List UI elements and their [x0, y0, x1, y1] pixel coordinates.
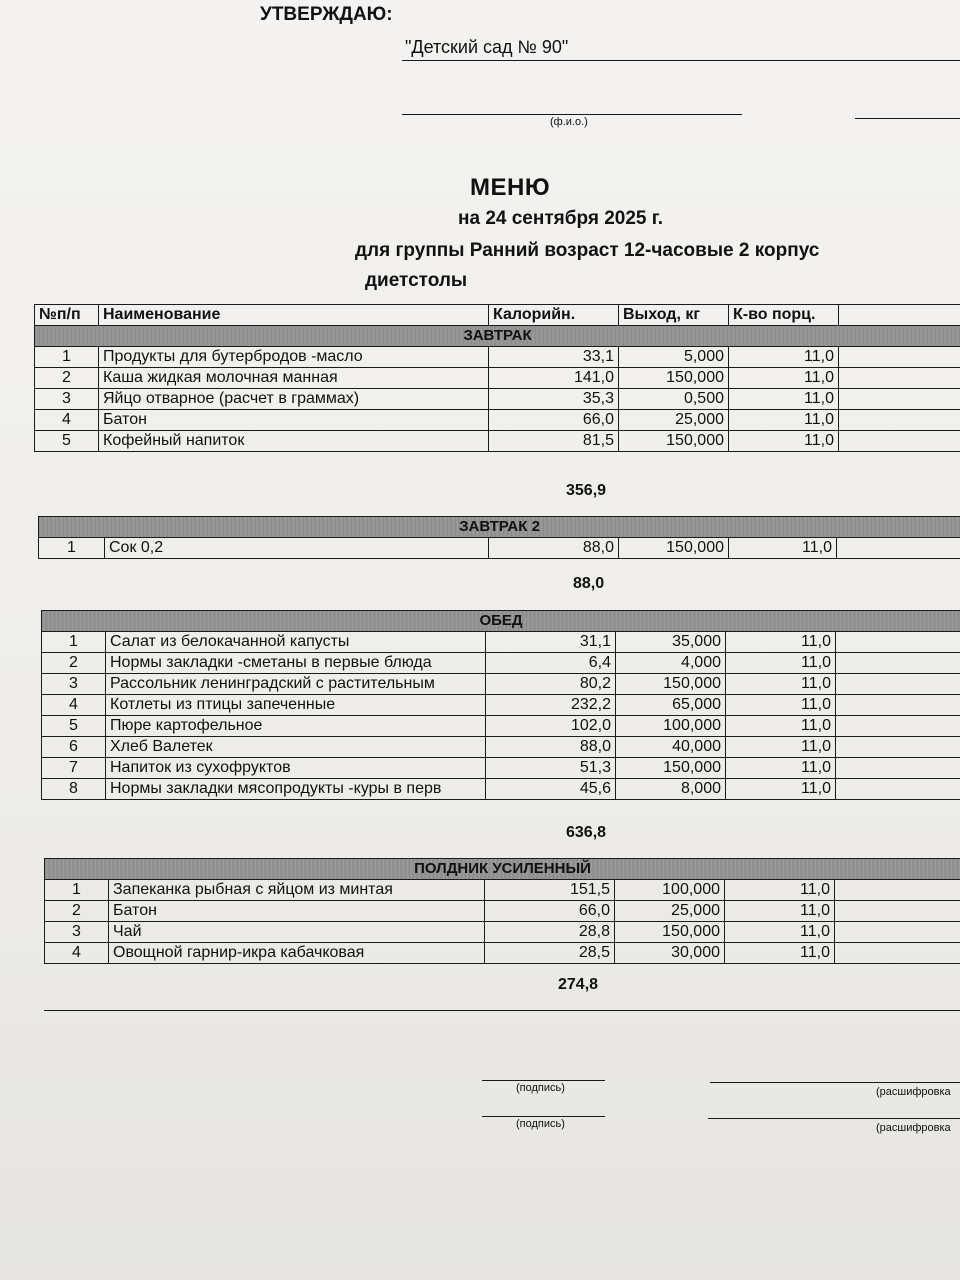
section-title: ПОЛДНИК УСИЛЕННЫЙ — [45, 859, 960, 880]
row-num: 8 — [42, 779, 106, 800]
row-empty — [836, 674, 960, 695]
row-name: Пюре картофельное — [106, 716, 486, 737]
row-empty — [835, 943, 960, 964]
row-portions: 11,0 — [726, 653, 836, 674]
row-cal: 141,0 — [489, 368, 619, 389]
row-cal: 80,2 — [486, 674, 616, 695]
section-total: 88,0 — [573, 575, 605, 592]
row-portions: 11,0 — [729, 347, 839, 368]
row-portions: 11,0 — [726, 695, 836, 716]
row-name: Хлеб Валетек — [106, 737, 486, 758]
row-cal: 6,4 — [486, 653, 616, 674]
table-row — [35, 368, 960, 389]
fio-caption: (ф.и.о.) — [550, 116, 588, 128]
table-row — [35, 431, 960, 452]
section-total: 356,9 — [566, 482, 607, 499]
row-empty — [836, 716, 960, 737]
section-title: ЗАВТРАК 2 — [39, 517, 960, 538]
row-cal: 31,1 — [486, 632, 616, 653]
row-yield: 25,000 — [615, 901, 725, 922]
row-num: 4 — [45, 943, 109, 964]
col-header-yield: Выход, кг — [619, 305, 729, 326]
row-num: 1 — [45, 880, 109, 901]
row-name: Батон — [99, 410, 489, 431]
row-cal: 66,0 — [489, 410, 619, 431]
table-header-row — [35, 305, 960, 326]
row-yield: 25,000 — [619, 410, 729, 431]
table-row — [42, 695, 960, 716]
row-num: 4 — [35, 410, 99, 431]
row-num: 1 — [39, 538, 105, 559]
row-cal: 28,8 — [485, 922, 615, 943]
row-num: 3 — [42, 674, 106, 695]
section-header — [42, 611, 960, 632]
table-row — [42, 674, 960, 695]
col-header-empty — [839, 305, 960, 326]
footer-divider — [44, 1010, 960, 1011]
row-name: Нормы закладки мясопродукты -куры в перв — [106, 779, 486, 800]
menu-group: для группы Ранний возраст 12-часовые 2 корпус — [355, 240, 820, 261]
table-row — [42, 653, 960, 674]
row-portions: 11,0 — [726, 758, 836, 779]
row-cal: 28,5 — [485, 943, 615, 964]
menu-table-breakfast — [34, 304, 960, 452]
row-empty — [836, 653, 960, 674]
row-portions: 11,0 — [725, 943, 835, 964]
row-cal: 33,1 — [489, 347, 619, 368]
col-header-num: №п/п — [35, 305, 99, 326]
row-yield: 150,000 — [615, 922, 725, 943]
row-portions: 11,0 — [729, 538, 837, 559]
row-num: 2 — [45, 901, 109, 922]
table-row — [45, 880, 960, 901]
row-num: 2 — [35, 368, 99, 389]
row-num: 3 — [45, 922, 109, 943]
row-num: 4 — [42, 695, 106, 716]
table-row — [42, 758, 960, 779]
row-num: 1 — [42, 632, 106, 653]
row-portions: 11,0 — [726, 674, 836, 695]
section-header — [35, 326, 960, 347]
section-header — [39, 517, 960, 538]
row-cal: 232,2 — [486, 695, 616, 716]
approve-label: УТВЕРЖДАЮ: — [260, 4, 393, 25]
row-cal: 88,0 — [489, 538, 619, 559]
row-empty — [839, 389, 960, 410]
menu-diet: диетстолы — [365, 270, 468, 291]
row-num: 7 — [42, 758, 106, 779]
section-header — [45, 859, 960, 880]
row-yield: 150,000 — [619, 368, 729, 389]
row-num: 1 — [35, 347, 99, 368]
row-empty — [837, 538, 960, 559]
row-yield: 65,000 — [616, 695, 726, 716]
row-portions: 11,0 — [729, 410, 839, 431]
row-name: Запеканка рыбная с яйцом из минтая — [109, 880, 485, 901]
section-title: ЗАВТРАК — [35, 326, 960, 347]
row-empty — [839, 410, 960, 431]
row-yield: 40,000 — [616, 737, 726, 758]
decode-line-2 — [708, 1118, 960, 1119]
row-yield: 150,000 — [619, 538, 729, 559]
row-name: Овощной гарнир-икра кабачковая — [109, 943, 485, 964]
row-empty — [839, 431, 960, 452]
row-cal: 81,5 — [489, 431, 619, 452]
menu-table-lunch — [41, 610, 960, 800]
menu-title: МЕНЮ — [470, 174, 551, 201]
row-portions: 11,0 — [726, 632, 836, 653]
table-row — [35, 389, 960, 410]
row-portions: 11,0 — [725, 922, 835, 943]
col-header-cal: Калорийн. — [489, 305, 619, 326]
table-row — [42, 716, 960, 737]
row-name: Напиток из сухофруктов — [106, 758, 486, 779]
row-cal: 66,0 — [485, 901, 615, 922]
row-yield: 0,500 — [619, 389, 729, 410]
row-num: 5 — [42, 716, 106, 737]
row-name: Чай — [109, 922, 485, 943]
row-yield: 35,000 — [616, 632, 726, 653]
row-name: Яйцо отварное (расчет в граммах) — [99, 389, 489, 410]
table-row — [35, 347, 960, 368]
col-header-portions: К-во порц. — [729, 305, 839, 326]
row-name: Нормы закладки -сметаны в первые блюда — [106, 653, 486, 674]
row-portions: 11,0 — [725, 880, 835, 901]
row-portions: 11,0 — [729, 389, 839, 410]
row-empty — [835, 922, 960, 943]
row-portions: 11,0 — [726, 716, 836, 737]
table-row — [45, 901, 960, 922]
decode-caption-1: (расшифровка — [876, 1086, 951, 1098]
decode-caption-2: (расшифровка — [876, 1122, 951, 1134]
row-empty — [839, 368, 960, 389]
org-underline — [402, 60, 960, 61]
row-name: Рассольник ленинградский с растительным — [106, 674, 486, 695]
table-row — [42, 632, 960, 653]
fio-line — [402, 114, 742, 115]
row-cal: 102,0 — [486, 716, 616, 737]
row-empty — [836, 758, 960, 779]
row-empty — [835, 880, 960, 901]
row-empty — [835, 901, 960, 922]
row-name: Сок 0,2 — [105, 538, 489, 559]
section-title: ОБЕД — [42, 611, 960, 632]
row-num: 3 — [35, 389, 99, 410]
section-total: 274,8 — [558, 976, 599, 993]
row-name: Салат из белокачанной капусты — [106, 632, 486, 653]
row-yield: 150,000 — [616, 674, 726, 695]
row-name: Батон — [109, 901, 485, 922]
col-header-name: Наименование — [99, 305, 489, 326]
row-yield: 4,000 — [616, 653, 726, 674]
row-portions: 11,0 — [729, 368, 839, 389]
row-yield: 150,000 — [619, 431, 729, 452]
row-num: 5 — [35, 431, 99, 452]
row-yield: 5,000 — [619, 347, 729, 368]
row-cal: 35,3 — [489, 389, 619, 410]
row-cal: 45,6 — [486, 779, 616, 800]
table-row — [42, 779, 960, 800]
row-cal: 151,5 — [485, 880, 615, 901]
menu-table-snack — [44, 858, 960, 964]
row-empty — [836, 695, 960, 716]
row-yield: 30,000 — [615, 943, 725, 964]
row-yield: 100,000 — [615, 880, 725, 901]
signature-caption-2: (подпись) — [516, 1118, 565, 1130]
row-name: Котлеты из птицы запеченные — [106, 695, 486, 716]
row-yield: 150,000 — [616, 758, 726, 779]
signature-line-1 — [482, 1080, 605, 1081]
menu-date: на 24 сентября 2025 г. — [458, 208, 664, 229]
row-empty — [839, 347, 960, 368]
table-row — [42, 737, 960, 758]
row-portions: 11,0 — [729, 431, 839, 452]
table-row — [45, 943, 960, 964]
signature-caption-1: (подпись) — [516, 1082, 565, 1094]
row-cal: 51,3 — [486, 758, 616, 779]
row-portions: 11,0 — [726, 737, 836, 758]
row-name: Продукты для бутербродов -масло — [99, 347, 489, 368]
table-row — [45, 922, 960, 943]
section-total: 636,8 — [566, 824, 607, 841]
row-yield: 100,000 — [616, 716, 726, 737]
row-empty — [836, 737, 960, 758]
row-portions: 11,0 — [726, 779, 836, 800]
signature-line-right — [855, 118, 960, 119]
row-name: Каша жидкая молочная манная — [99, 368, 489, 389]
row-empty — [836, 632, 960, 653]
table-row — [39, 538, 960, 559]
row-name: Кофейный напиток — [99, 431, 489, 452]
menu-table-breakfast-2 — [38, 516, 960, 559]
signature-line-2 — [482, 1116, 605, 1117]
row-empty — [836, 779, 960, 800]
row-num: 6 — [42, 737, 106, 758]
row-cal: 88,0 — [486, 737, 616, 758]
organization-name: "Детский сад № 90" — [405, 37, 569, 57]
decode-line-1 — [710, 1082, 960, 1083]
row-yield: 8,000 — [616, 779, 726, 800]
row-portions: 11,0 — [725, 901, 835, 922]
table-row — [35, 410, 960, 431]
row-num: 2 — [42, 653, 106, 674]
